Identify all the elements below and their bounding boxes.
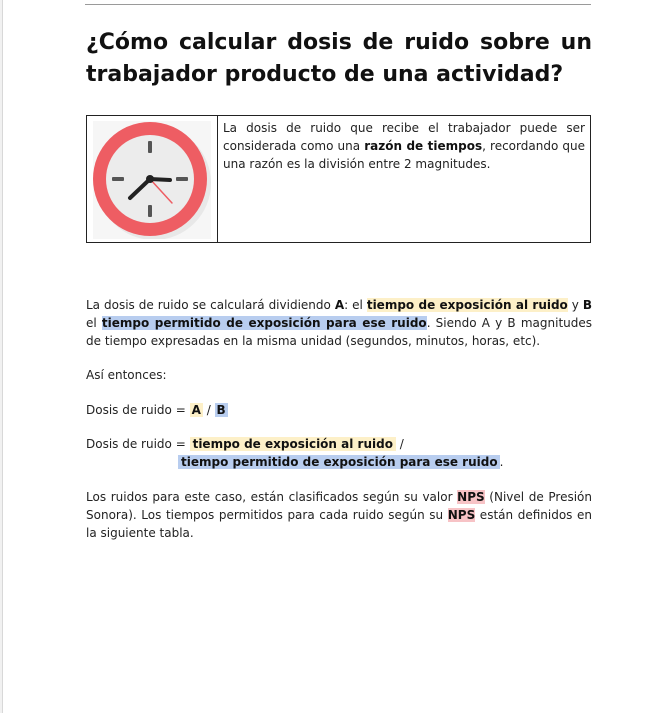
paragraph-nps [86,488,592,542]
formula-label: Dosis de ruido = [86,403,190,417]
formula-divider: / [202,403,215,417]
info-text-bold: razón de tiempos [364,139,483,153]
wall-clock-icon [93,121,211,239]
variable-b: B [582,298,593,312]
formula-end: . [499,455,504,469]
text-run: están definidos en la siguiente tabla. [86,508,592,540]
text-run: (Nivel de Presión Sonora). Los tiempos permitidos para cada ruido según su [86,490,592,522]
highlight-exposure-time: tiempo de exposición al ruido [366,298,568,312]
info-text-start: La dosis de ruido que recibe el trabajador puede ser considerada como una [223,121,585,153]
formula-divider: / [395,437,404,451]
formula-expanded-line1 [86,435,592,453]
paragraph-dosis-definition [86,296,592,350]
paragraph-asi-entonces: Así entonces: [86,368,167,382]
variable-a: A [334,298,345,312]
formula-numerator: tiempo de exposición al ruido [190,437,396,451]
text-run: La dosis de ruido se calculará dividiendo [86,298,335,312]
formula-variable-b: B [216,403,226,417]
text-run: el [86,316,102,330]
image-cell [87,116,218,242]
formula-variable-a: A [191,403,201,417]
text-run: y [567,298,583,312]
page-title: ¿Cómo calcular dosis de ruido sobre un trabajador producto de una actividad? [86,30,592,87]
formula-expanded [86,435,592,471]
formula-denominator: tiempo permitido de exposición para ese ruido [178,455,500,469]
text-run: : el [344,298,367,312]
formula-a-over-b [86,401,592,419]
info-table [86,115,591,243]
formula-expanded-line2 [86,453,592,471]
highlight-nps: NPS [457,490,485,504]
formula-label: Dosis de ruido = [86,437,190,451]
highlight-permitted-time: tiempo permitido de exposición para ese ruido [101,316,427,330]
document-page [2,0,658,713]
clock-illustration [93,121,211,239]
text-run: . Siendo A y B magnitudes de tiempo expresadas en la misma unidad (segundos, minutos, horas, etc). [86,316,593,348]
highlight-nps: NPS [447,508,476,522]
header-rule [85,4,591,5]
text-run: Los ruidos para este caso, están clasificados según su valor [86,490,458,504]
info-text [223,119,585,173]
info-text-end: , recordando que una razón es la división entre 2 magnitudes. [223,139,585,171]
